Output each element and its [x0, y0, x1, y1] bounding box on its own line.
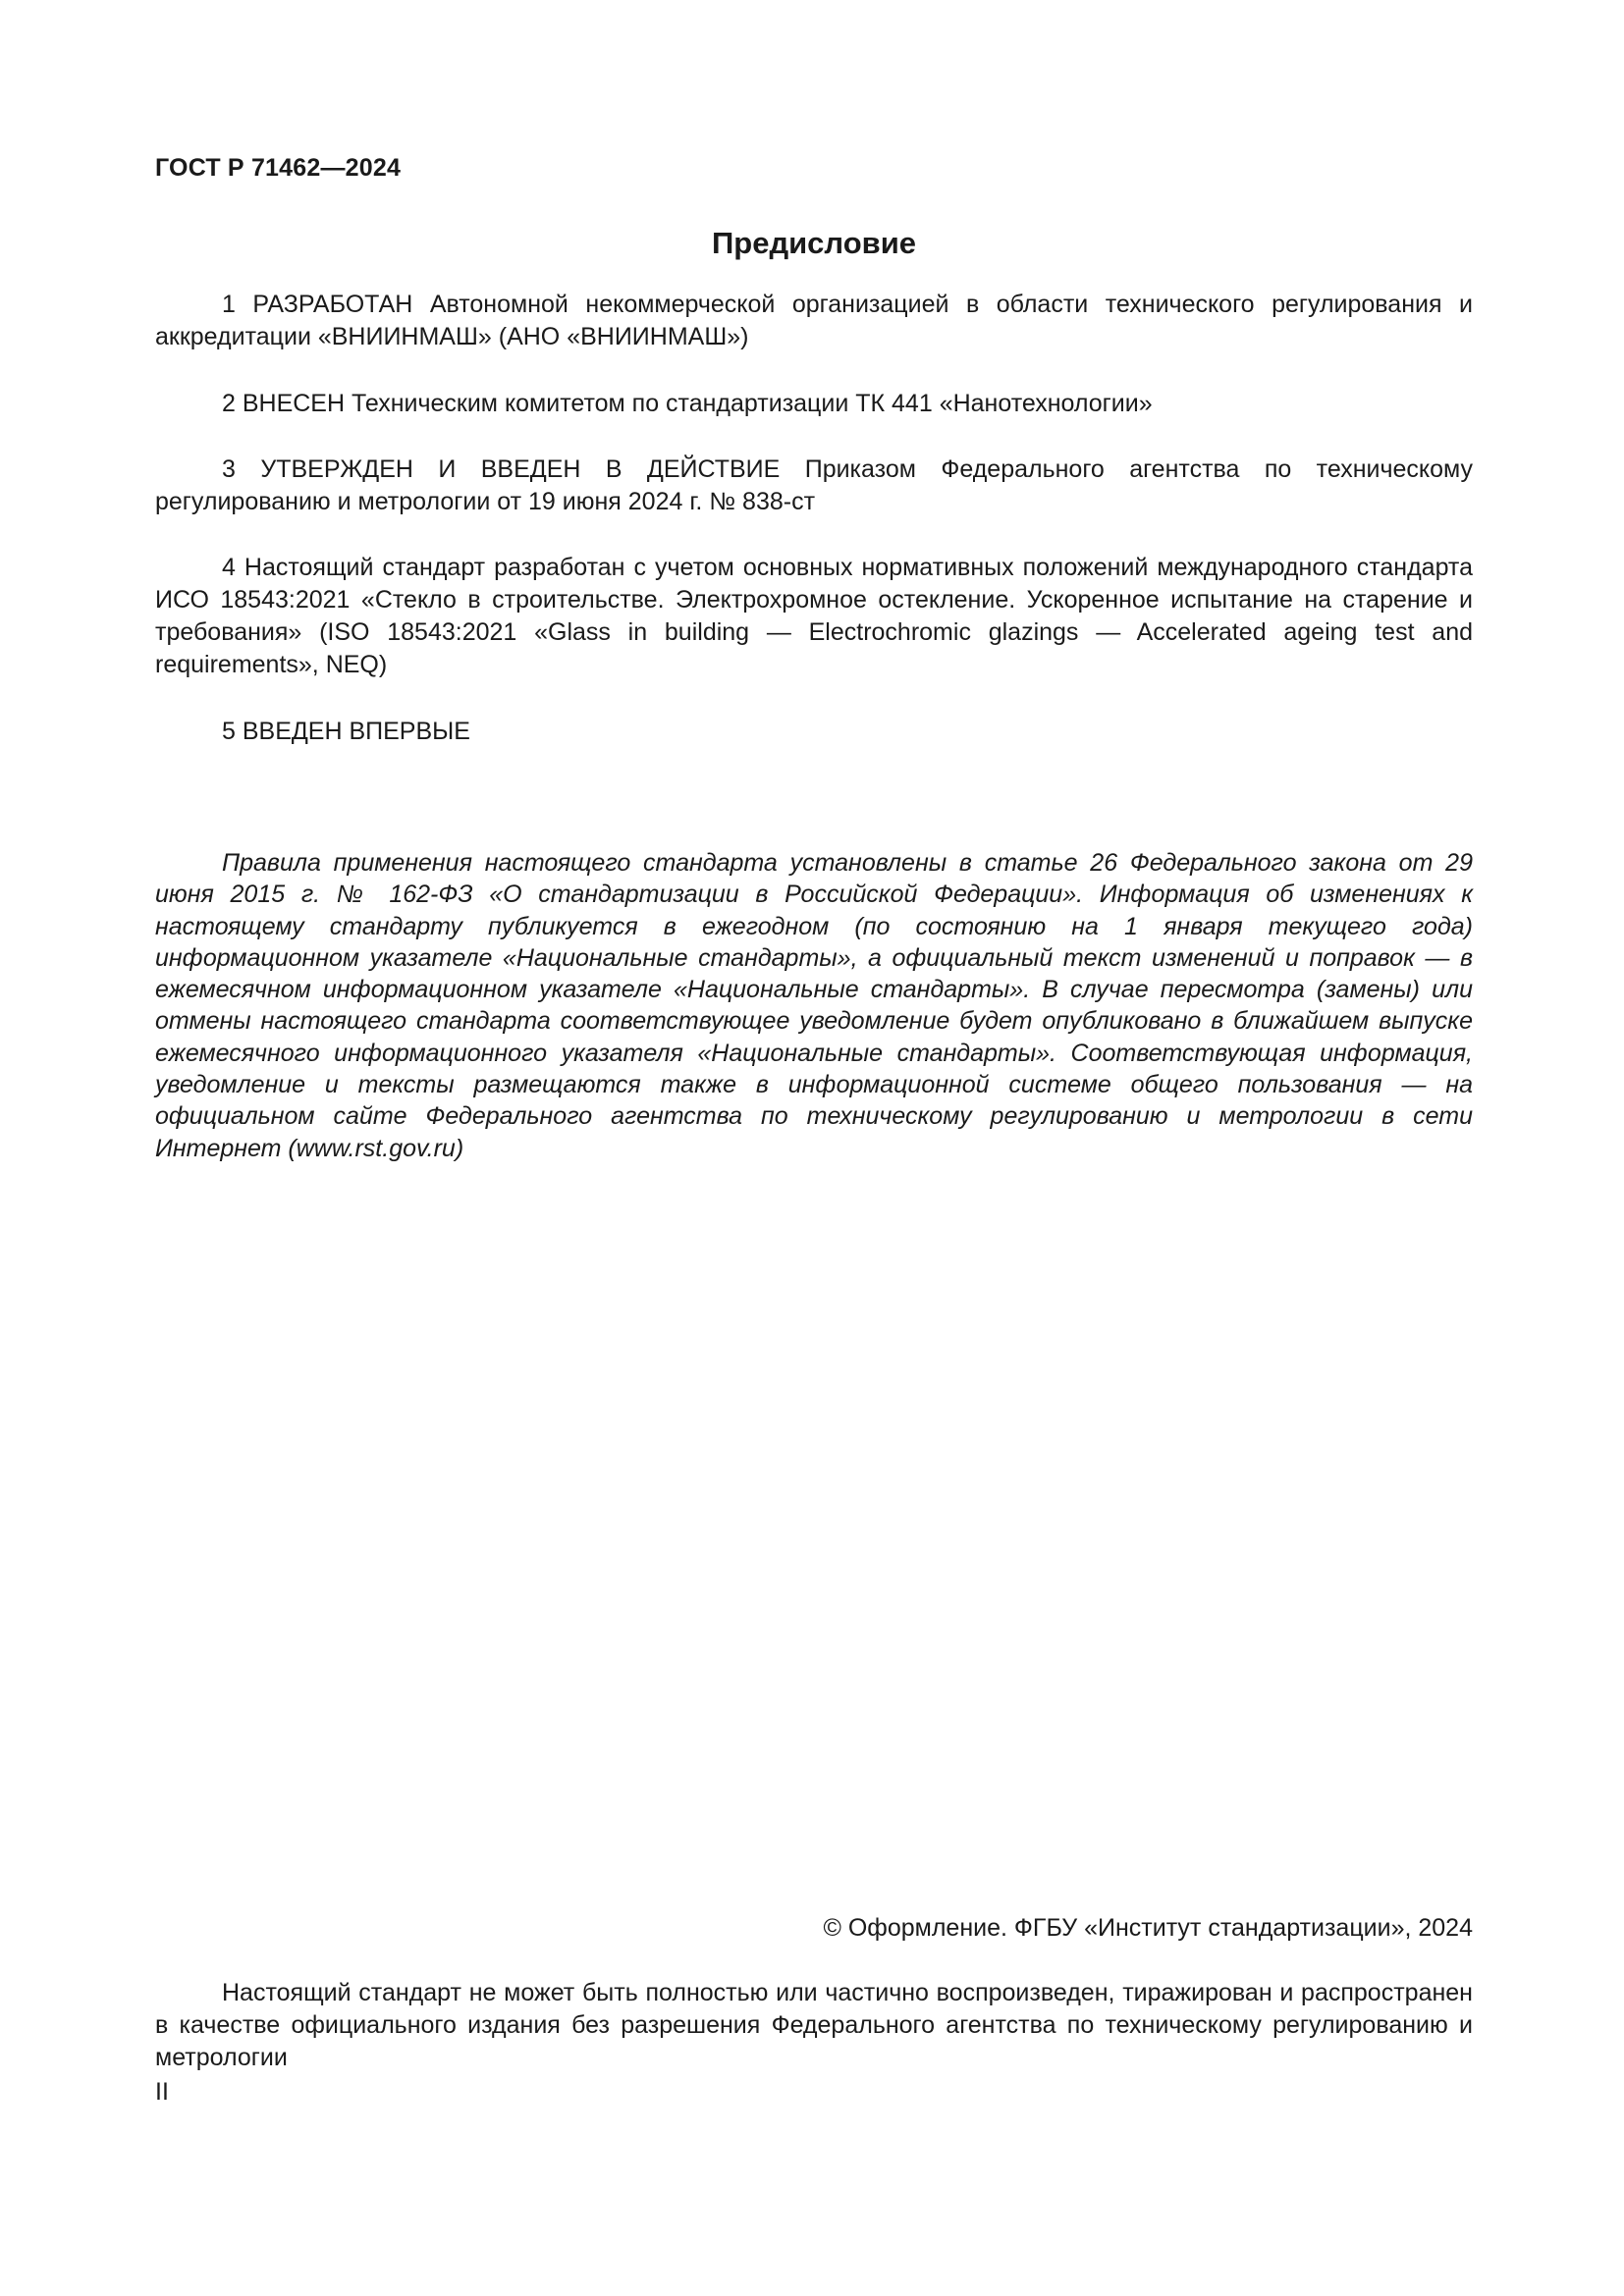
reproduction-rights-notice: Настоящий стандарт не может быть полностью или частично воспроизведен, тиражирован и распространен в качестве официального издания без разрешения Федерального агентства по техническому регулированию и метрологии	[155, 1979, 1473, 2071]
preface-item-2: 2 ВНЕСЕН Техническим комитетом по стандартизации ТК 441 «Нанотехнологии»	[222, 390, 1153, 417]
preface-item-1: 1 РАЗРАБОТАН Автономной некоммерческой организацией в области технического регулирования и аккредитации «ВНИИНМАШ» (АНО «ВНИИНМАШ»)	[155, 291, 1473, 350]
preface-title: Предисловие	[711, 226, 916, 260]
copyright-line: © Оформление. ФГБУ «Институт стандартизации», 2024	[823, 1914, 1473, 1942]
preface-item-3: 3 УТВЕРЖДЕН И ВВЕДЕН В ДЕЙСТВИЕ Приказом Федерального агентства по техническому регулированию и метрологии от 19 июня 2024 г. № 838-ст	[155, 455, 1473, 515]
document-code: ГОСТ Р 71462—2024	[155, 154, 402, 182]
application-rules-notice: Правила применения настоящего стандарта установлены в статье 26 Федерального закона от 29 июня 2015 г. № 162-ФЗ «О стандартизации в Российской Федерации». Информация об изменениях к настоящему стандарту публикуется в ежегодном (по состоянию на 1 января текущего года) информационном указателе «Национальные стандарты», а официальный текст изменений и поправок — в ежемесячном информационном указателе «Национальные стандарты». В случае пересмотра (замены) или отмены настоящего стандарта соответствующее уведомление будет опубликовано в ближайшем выпуске ежемесячного информационного указателя «Национальные стандарты». Соответствующая информация, уведомление и тексты размещаются также в информационной системе общего пользования — на официальном сайте Федерального агентства по техническому регулированию и метрологии в сети Интернет (www.rst.gov.ru)	[155, 849, 1473, 1162]
page-number: II	[155, 2078, 169, 2106]
preface-item-4: 4 Настоящий стандарт разработан с учетом основных нормативных положений международного стандарта ИСО 18543:2021 «Стекло в строительстве. Электрохромное остекление. Ускоренное испытание на старение и требования» (ISO 18543:2021 «Glass in building — Electrochromic glazings — Accelerated ageing test and requirements», NEQ)	[155, 554, 1473, 678]
preface-item-5: 5 ВВЕДЕН ВПЕРВЫЕ	[222, 718, 470, 745]
